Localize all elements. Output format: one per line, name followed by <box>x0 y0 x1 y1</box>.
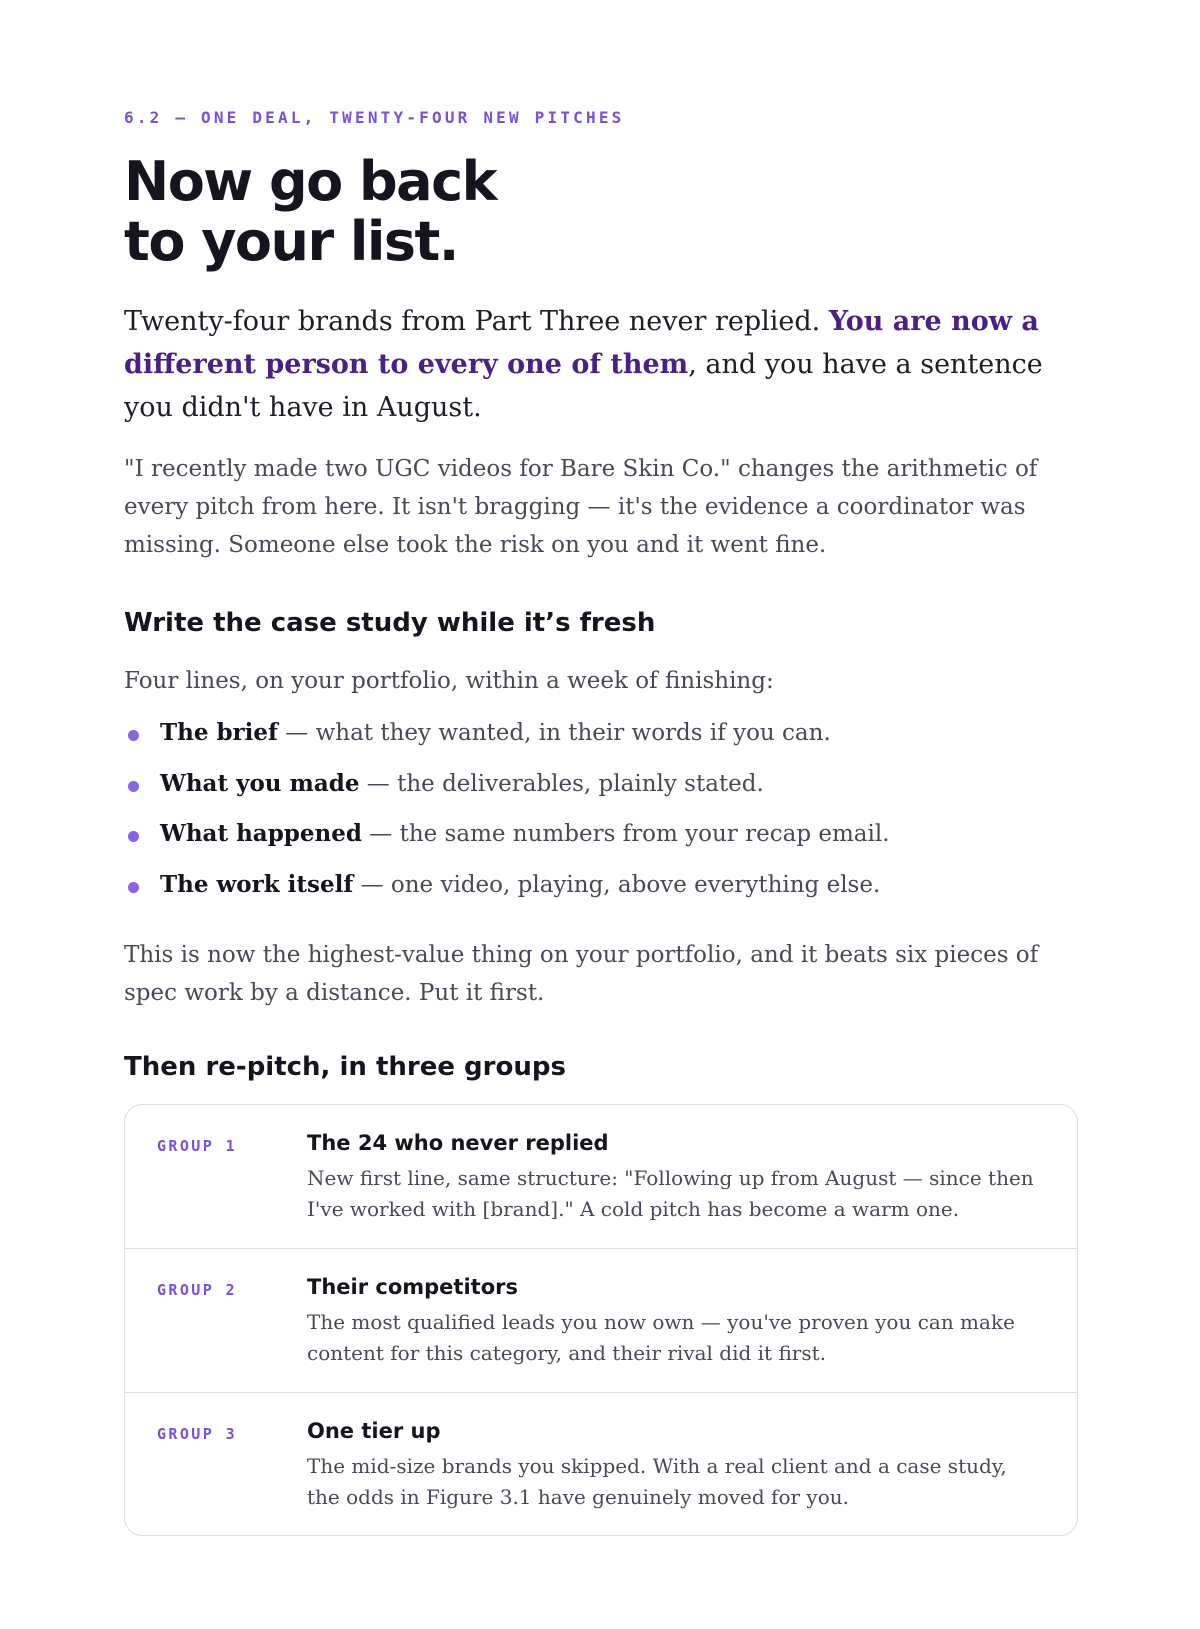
evidence-paragraph: "I recently made two UGC videos for Bare Skin Co." changes the arithmetic of every pitch from here. It isn't bragging — it's the evidence a coordinator was missing. Someone else took the risk on you and it went fine. <box>124 456 1038 558</box>
list-item-text: — the deliverables, plainly stated. <box>359 770 764 797</box>
bullet-dot-icon <box>128 781 139 792</box>
section-eyebrow: 6.2 — ONE DEAL, TWENTY-FOUR NEW PITCHES <box>124 108 625 127</box>
bullet-dot-icon <box>128 882 139 893</box>
case-study-list <box>124 714 890 916</box>
group-description: New first line, same structure: "Following up from August — since then I've worked with [brand]." A cold pitch has become a warm one. <box>307 1166 1034 1221</box>
lead-paragraph <box>124 300 1084 429</box>
group-title: One tier up <box>307 1419 441 1443</box>
case-study-intro: Four lines, on your portfolio, within a week of finishing: <box>124 668 774 694</box>
repitch-heading: Then re-pitch, in three groups <box>124 1052 566 1082</box>
group-row <box>125 1105 1077 1248</box>
group-description: The most qualified leads you now own — you've proven you can make content for this category, and their rival did it first. <box>307 1310 1015 1365</box>
list-item <box>124 815 890 866</box>
group-row <box>125 1392 1077 1534</box>
lead-text-after: , and you have a sentence you didn't have in August. <box>124 349 1043 423</box>
list-item-term: The brief <box>160 719 278 746</box>
list-item-term: The work itself <box>160 870 354 898</box>
list-item <box>124 765 890 816</box>
group-description: The mid-size brands you skipped. With a real client and a case study, the odds in Figure 3.1 have genuinely moved for you. <box>307 1454 1007 1509</box>
case-study-heading: Write the case study while it’s fresh <box>124 608 656 638</box>
repitch-groups-card <box>124 1104 1078 1536</box>
bullet-dot-icon <box>128 730 139 741</box>
case-study-closing: This is now the highest-value thing on your portfolio, and it beats six pieces of spec work by a distance. Put it first. <box>124 942 1039 1006</box>
page-title <box>124 152 496 272</box>
group-tag: GROUP 1 <box>157 1137 238 1155</box>
lead-text-before: Twenty-four brands from Part Three never replied. <box>124 306 829 337</box>
list-item-text: — what they wanted, in their words if you can. <box>277 720 831 746</box>
list-item-text: — one video, playing, above everything else. <box>353 871 881 898</box>
list-item-term: What you made <box>160 769 360 797</box>
list-item <box>124 866 890 917</box>
page-title-line-2: to your list. <box>124 210 458 273</box>
group-title: The 24 who never replied <box>307 1131 609 1155</box>
bullet-dot-icon <box>128 831 139 842</box>
group-tag: GROUP 3 <box>157 1425 238 1443</box>
page-title-line-1: Now go back <box>124 150 497 213</box>
group-title: Their competitors <box>307 1275 518 1299</box>
lead-highlight: You are now a different person to every one of them <box>124 306 1039 380</box>
list-item-term: What happened <box>160 820 362 847</box>
list-item-text: — the same numbers from your recap email. <box>361 821 890 847</box>
group-row <box>125 1248 1077 1392</box>
list-item <box>124 714 890 765</box>
group-tag: GROUP 2 <box>157 1281 238 1299</box>
